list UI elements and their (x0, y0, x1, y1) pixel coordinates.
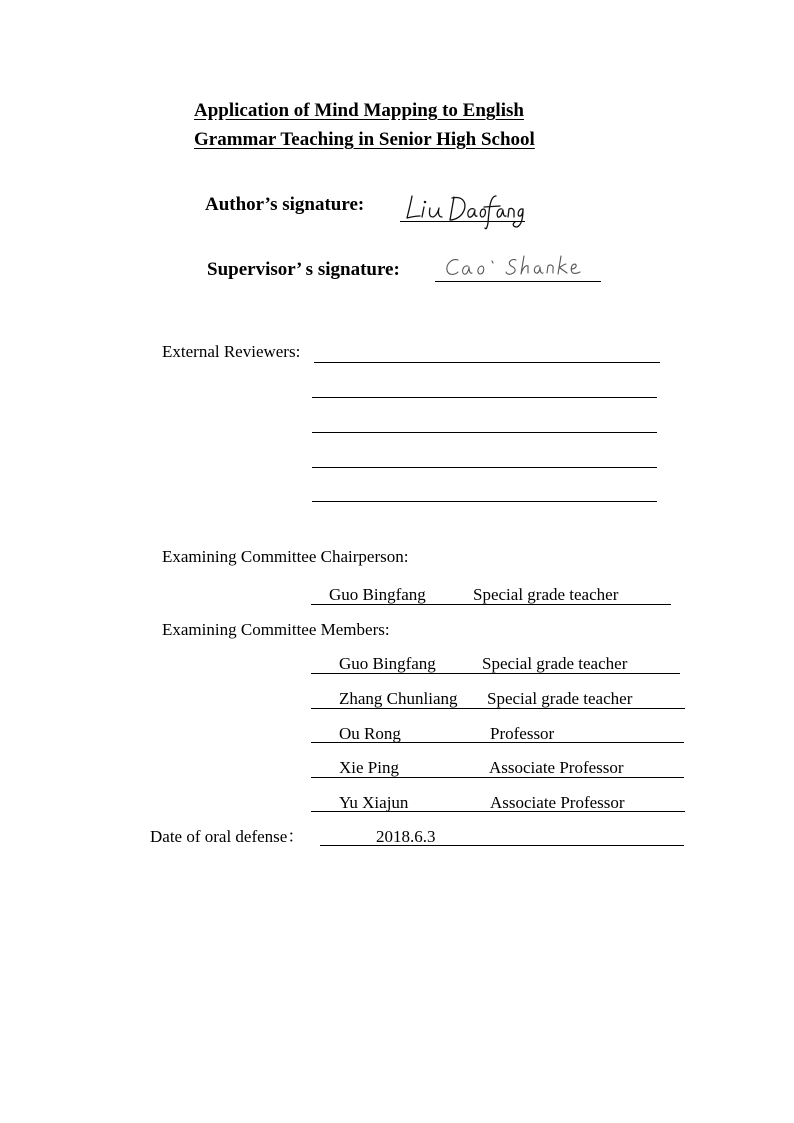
member-name: Guo Bingfang (339, 654, 436, 673)
member-name: Yu Xiajun (339, 793, 409, 812)
member-title: Special grade teacher (482, 654, 628, 673)
member-line (311, 673, 680, 674)
reviewer-line-2 (312, 397, 657, 398)
reviewer-line-3 (312, 432, 657, 433)
external-reviewers-label: External Reviewers: (162, 342, 301, 361)
oral-defense-date-label: Date of oral defense： (150, 827, 305, 846)
oral-defense-date: 2018.6.3 (376, 827, 436, 846)
thesis-title-line-2: Grammar Teaching in Senior High School (194, 129, 535, 150)
member-title: Special grade teacher (487, 689, 633, 708)
committee-members-label: Examining Committee Members: (162, 620, 390, 639)
chairperson-title: Special grade teacher (473, 585, 619, 604)
committee-chairperson-label: Examining Committee Chairperson: (162, 547, 409, 566)
chairperson-line (311, 604, 671, 605)
member-line (311, 742, 684, 743)
chairperson-name: Guo Bingfang (329, 585, 426, 604)
supervisor-signature-label: Supervisor’ s signature: (207, 259, 400, 280)
member-title: Professor (490, 724, 555, 743)
member-name: Ou Rong (339, 724, 401, 743)
member-name: Xie Ping (339, 758, 399, 777)
author-handwritten-signature (402, 190, 532, 232)
reviewer-line-1 (314, 362, 660, 363)
reviewer-line-4 (312, 467, 657, 468)
member-line (311, 777, 684, 778)
supervisor-handwritten-signature (444, 252, 594, 282)
author-signature-label: Author’s signature: (205, 194, 365, 215)
member-name: Zhang Chunliang (339, 689, 458, 708)
member-line (311, 708, 685, 709)
member-line (311, 811, 685, 812)
thesis-title-line-1: Application of Mind Mapping to English (194, 100, 524, 121)
reviewer-line-5 (312, 501, 657, 502)
member-title: Associate Professor (490, 793, 625, 812)
member-title: Associate Professor (489, 758, 624, 777)
oral-defense-date-line (320, 845, 684, 846)
